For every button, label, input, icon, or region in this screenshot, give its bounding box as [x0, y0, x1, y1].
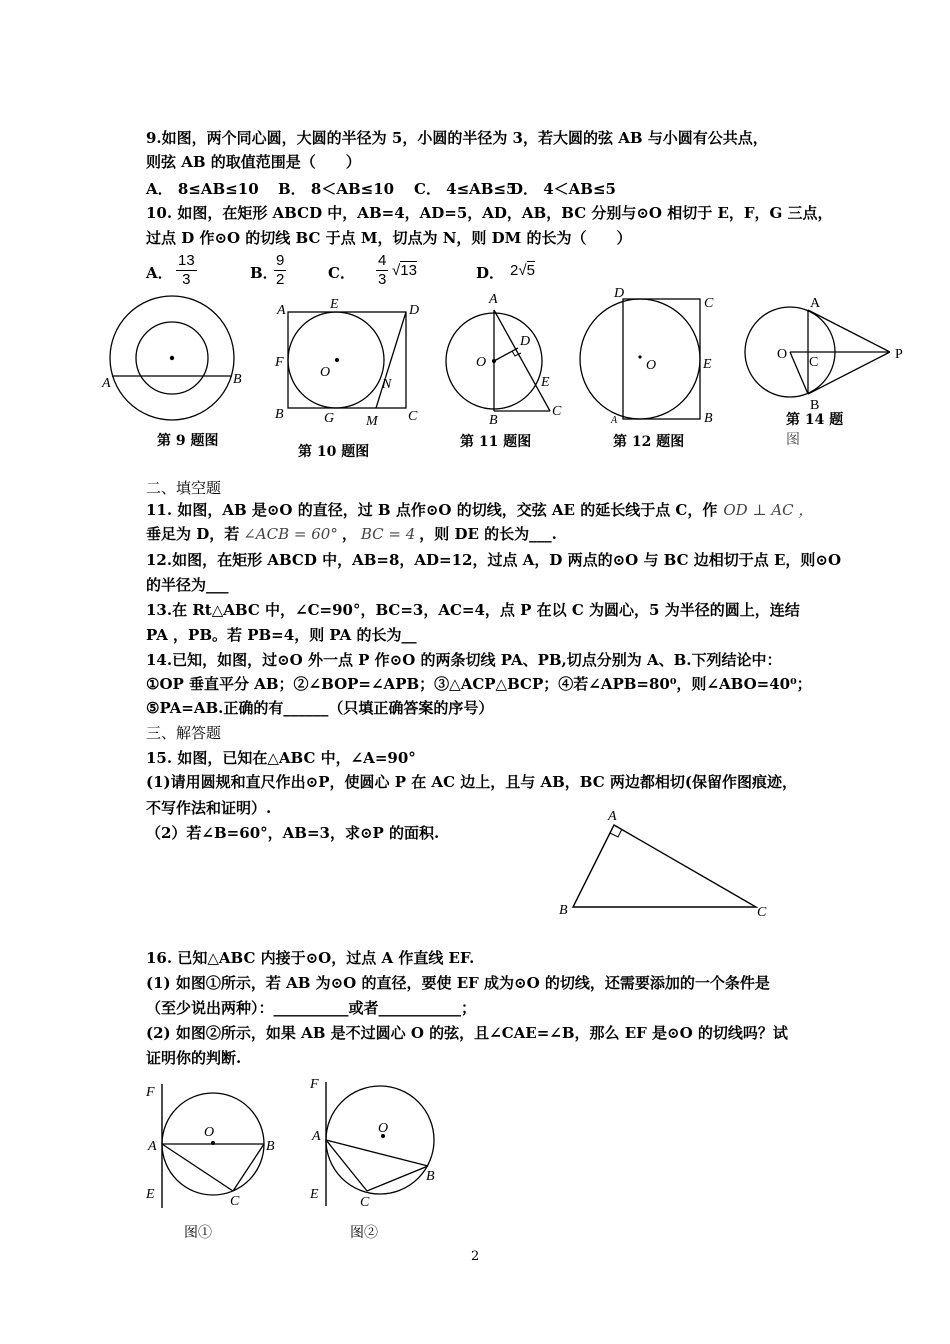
q11-line2-text: 垂足为 D，若	[146, 525, 240, 543]
q14-line1: 14.已知，如图，过⊙O 外一点 P 作⊙O 的两条切线 PA、PB,切点分别为 A、B.下列结论中：	[146, 651, 782, 669]
figure-10-caption: 第 10 题图	[298, 444, 370, 460]
label-n: N	[382, 377, 392, 392]
q16-line3: （至少说出两种）：__________或者___________；	[146, 999, 477, 1017]
circle-o	[326, 1086, 434, 1194]
figure-16-2	[304, 1070, 454, 1220]
figure-11	[440, 290, 570, 430]
section-2-heading: 二、填空题	[146, 479, 222, 497]
label-m: M	[366, 414, 378, 429]
label-a: A	[810, 296, 821, 311]
label-b: B	[275, 407, 284, 422]
circle-o	[580, 299, 700, 419]
sqrt-sign: √	[392, 262, 401, 279]
label-f: F	[310, 1077, 319, 1092]
label-c: C	[809, 355, 819, 370]
label-b: B	[559, 903, 568, 918]
label-f: F	[275, 355, 284, 370]
figure-14-caption-cont: 图	[786, 432, 800, 448]
q15-line3: 不写作法和证明）.	[146, 799, 272, 817]
q9-line1: 9.如图，两个同心圆，大圆的半径为 5，小圆的半径为 3，若大圆的弦 AB 与小圆有公共点，	[146, 129, 768, 147]
q10-option-a-label: A．	[146, 264, 173, 282]
label-e: E	[310, 1187, 319, 1202]
page-number: 2	[471, 1249, 480, 1264]
label-c: C	[757, 905, 767, 920]
label-c: C	[704, 296, 714, 311]
q16-line4: (2) 如图②所示，如果 AB 是不过圆心 O 的弦，且∠CAE=∠B，那么 EF 是⊙O 的切线吗？试	[146, 1024, 788, 1042]
q11-line2	[146, 524, 557, 544]
center-dot	[170, 356, 174, 360]
q12-line1: 12.如图，在矩形 ABCD 中，AB=8，AD=12，过点 A，D 两点的⊙O 与 BC 边相切于点 E，则⊙O	[146, 551, 842, 569]
label-c: C	[552, 404, 562, 419]
q11-od-ac-formula: OD ⊥ AC ，	[723, 501, 814, 519]
tangent-pa	[808, 310, 890, 352]
figure-14-caption: 第 14 题	[786, 412, 844, 428]
q9-option-b: B． 8＜AB≤10	[278, 180, 395, 198]
q13-line2: PA ，PB。若 PB=4，则 PA 的长为__	[146, 626, 417, 644]
label-d: D	[614, 286, 625, 301]
label-e: E	[146, 1187, 155, 1202]
label-o: O	[204, 1125, 215, 1140]
q9-option-c: C． 4≤AB≤5	[414, 180, 517, 198]
label-a: A	[277, 303, 286, 318]
q9-line2: 则弦 AB 的取值范围是（ ）	[146, 153, 361, 171]
label-o: O	[378, 1121, 389, 1136]
sqrt-radicand: 5	[526, 262, 535, 279]
figure-16-2-caption: 图②	[350, 1225, 378, 1241]
q14-line3: ⑤PA=AB.正确的有______（只填正确答案的序号）	[146, 699, 494, 717]
q10-option-b-label: B．	[250, 264, 278, 282]
label-c: C	[408, 409, 418, 424]
label-o: O	[476, 355, 487, 370]
q11-angle-formula: ∠ACB = 60°	[243, 525, 338, 543]
q15-line4: （2）若∠B=60°，AB=3，求⊙P 的面积.	[146, 824, 440, 842]
q11-bc-formula: BC = 4	[360, 525, 416, 543]
chord-bc	[367, 1166, 428, 1191]
center-dot	[211, 1141, 215, 1145]
figure-10	[272, 296, 432, 429]
label-a: A	[312, 1129, 321, 1144]
figure-9-caption: 第 9 题图	[157, 433, 219, 449]
q13-line1: 13.在 Rt△ABC 中，∠C=90°，BC=3，AC=4，点 P 在以 C 为圆心，5 为半径的圆上，连结	[146, 601, 800, 619]
coef: 2	[510, 262, 519, 279]
frac-denominator: 2	[276, 271, 285, 288]
tangent-dm	[376, 312, 406, 408]
q10-option-b-fraction	[274, 252, 286, 289]
section-3-heading: 三、解答题	[146, 724, 222, 742]
label-a: A	[611, 415, 618, 426]
label-p: P	[895, 347, 903, 362]
label-d: D	[520, 334, 531, 349]
q16-line2: (1) 如图①所示，若 AB 为⊙O 的直径，要使 EF 成为⊙O 的切线，还需要添加的一个条件是	[146, 974, 770, 992]
chord-ac	[162, 1144, 233, 1191]
q16-line5: 证明你的判断.	[146, 1049, 242, 1067]
figure-16-1-caption: 图①	[184, 1225, 212, 1241]
q10-line2: 过点 D 作⊙O 的切线 BC 于点 M，切点为 N，则 DM 的长为（ ）	[146, 229, 632, 247]
q10-option-d-value	[510, 262, 535, 279]
label-o: O	[777, 347, 788, 362]
label-b: B	[704, 411, 713, 426]
label-b: B	[266, 1139, 275, 1154]
center-dot	[492, 359, 496, 363]
label-c: C	[230, 1194, 240, 1209]
label-d: D	[409, 303, 420, 318]
center-dot	[638, 355, 641, 358]
q10-option-c-label: C．	[328, 264, 355, 282]
label-c: C	[360, 1195, 370, 1210]
q12-line2: 的半径为___	[146, 576, 229, 594]
frac-numerator: 9	[276, 252, 285, 269]
label-o: O	[320, 365, 331, 380]
triangle-abc	[573, 825, 756, 907]
label-g: G	[324, 411, 335, 426]
figure-9	[100, 296, 250, 426]
frac-numerator: 13	[178, 252, 195, 269]
label-o: O	[646, 358, 657, 373]
sqrt-sign: √	[518, 262, 527, 279]
rectangle	[623, 299, 700, 419]
q10-option-c-fraction	[376, 252, 388, 289]
label-a: A	[102, 376, 111, 391]
rectangle	[288, 312, 406, 408]
q16-line1: 16. 已知△ABC 内接于⊙O，过点 A 作直线 EF.	[146, 949, 475, 967]
sqrt-radicand: 13	[400, 262, 417, 279]
label-e: E	[330, 297, 339, 312]
radius-ob	[790, 352, 808, 394]
frac-numerator: 4	[378, 252, 387, 269]
label-e: E	[703, 357, 712, 372]
label-f: F	[146, 1085, 155, 1100]
q15-line1: 15. 如图，已知在△ABC 中，∠A=90°	[146, 749, 416, 767]
frac-denominator: 3	[182, 271, 191, 288]
q11-line1-text: 11. 如图，AB 是⊙O 的直径，过 B 点作⊙O 的切线，交弦 AE 的延长线于点 C，作	[146, 501, 718, 519]
q10-option-c-root	[392, 262, 417, 279]
figure-11-caption: 第 11 题图	[460, 434, 532, 450]
q14-line2: ①OP 垂直平分 AB；②∠BOP=∠APB；③△ACP△BCP；④若∠APB=80⁰，则∠ABO=40⁰；	[146, 675, 812, 693]
label-a: A	[489, 292, 498, 307]
label-b: B	[489, 413, 498, 428]
figure-12-caption: 第 12 题图	[613, 434, 685, 450]
label-b: B	[426, 1169, 435, 1184]
label-a: A	[148, 1139, 157, 1154]
figure-14	[740, 292, 910, 412]
center-dot	[335, 358, 339, 362]
figure-12	[578, 282, 728, 426]
q10-option-a-fraction	[176, 252, 197, 289]
q15-line2: (1)请用圆规和直尺作出⊙P，使圆心 P 在 AC 边上，且与 AB，BC 两边都相切(保留作图痕迹，	[146, 773, 797, 791]
q10-option-d-label: D．	[476, 264, 505, 282]
q9-option-d: D． 4＜AB≤5	[510, 180, 616, 198]
chord-ab	[326, 1140, 428, 1166]
label-a: A	[608, 809, 617, 824]
figure-15-triangle	[556, 800, 776, 930]
tangent-pb	[808, 352, 890, 394]
label-b: B	[233, 372, 242, 387]
label-b: B	[810, 398, 820, 413]
q9-option-a: A． 8≤AB≤10	[146, 180, 259, 198]
q11-comma: ，	[341, 525, 357, 543]
figure-16-1	[140, 1074, 290, 1214]
q11-line2-end: ，则 DE 的长为___.	[419, 525, 557, 543]
frac-denominator: 3	[378, 271, 387, 288]
chord-bc	[233, 1144, 264, 1191]
label-e: E	[541, 375, 550, 390]
q10-line1: 10. 如图，在矩形 ABCD 中，AB=4，AD=5，AD，AB，BC 分别与⊙O 相切于 E，F，G 三点，	[146, 204, 833, 222]
q11-line1	[146, 500, 813, 520]
